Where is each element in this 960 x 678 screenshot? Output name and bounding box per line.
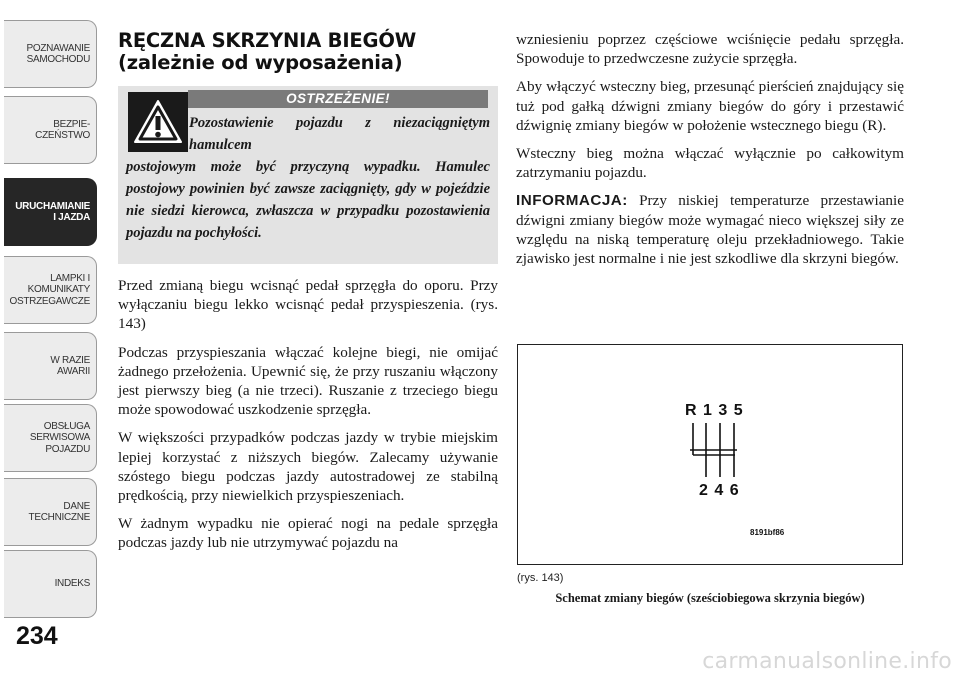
watermark: carmanualsonline.info bbox=[702, 649, 952, 674]
paragraph: Przed zmianą biegu wcisnąć pedał sprzęgła do oporu. Przy wyłączaniu biegu lekko wcisnąć pedał przyspieszenia. (rys. 143) bbox=[118, 277, 498, 333]
warning-text-indented: Pozostawienie pojazdu z niezaciągniętym hamulcem bbox=[189, 115, 490, 153]
warning-triangle-icon bbox=[128, 92, 188, 152]
right-column bbox=[516, 30, 904, 268]
tab-w-razie-awarii[interactable]: W RAZIE AWARII bbox=[4, 332, 97, 400]
left-body bbox=[118, 276, 498, 553]
gear-positions-bottom: 2 4 6 bbox=[699, 482, 740, 499]
page-number: 234 bbox=[16, 622, 58, 650]
heading-line-1: RĘCZNA SKRZYNIA BIEGÓW bbox=[118, 29, 417, 52]
paragraph: W większości przypadków podczas jazdy w trybie miejskim lepiej korzystać z niższych biegów. Zalecamy używanie szóstego biegu podczas jazdy autostradowej ze stabilną prędkością, przy niewielkich przyspieszeniach. bbox=[118, 429, 498, 505]
paragraph: Wsteczny bieg można włączać wyłącznie po całkowitym zatrzymaniu pojazdu. bbox=[516, 145, 904, 182]
warning-title: OSTRZEŻENIE! bbox=[188, 90, 488, 108]
tab-indeks[interactable]: INDEKS bbox=[4, 550, 97, 618]
heading-line-2: (zależnie od wyposażenia) bbox=[118, 51, 403, 74]
gear-shift-diagram bbox=[517, 344, 903, 565]
info-paragraph bbox=[516, 191, 904, 268]
figure-reference: (rys. 143) bbox=[517, 572, 564, 584]
tab-bezpieczenstwo[interactable]: BEZPIE- CZEŃSTWO bbox=[4, 96, 97, 164]
tab-obsluga-serwisowa[interactable]: OBSŁUGA SERWISOWA POJAZDU bbox=[4, 404, 97, 472]
figure-caption: Schemat zmiany biegów (sześciobiegowa skrzynia biegów) bbox=[555, 591, 865, 605]
section-heading bbox=[118, 30, 498, 74]
tab-poznawanie-samochodu[interactable]: POZNAWANIE SAMOCHODU bbox=[4, 20, 97, 88]
tab-dane-techniczne[interactable]: DANE TECHNICZNE bbox=[4, 478, 97, 546]
tab-lampki-i-komunikaty[interactable]: LAMPKI I KOMUNIKATY OSTRZEGAWCZE bbox=[4, 256, 97, 324]
tab-uruchamianie-i-jazda[interactable]: URUCHAMIANIE I JAZDA bbox=[4, 178, 97, 246]
paragraph: W żadnym wypadku nie opierać nogi na pedale sprzęgła podczas jazdy lub nie utrzymywać pojazdu na bbox=[118, 515, 498, 552]
paragraph: Aby włączyć wsteczny bieg, przesunąć pierścień znajdujący się tuż pod gałką dźwigni zmiany biegów do góry i przestawić dźwignię zmiany biegów w położenie wstecznego biegu (R). bbox=[516, 78, 904, 134]
warning-text-rest: postojowym może być przyczyną wypadku. Hamulec postojowy powinien być zawsze zaciągnięty, gdy w pojeździe nie siedzi kierowca, zwłaszcza w przypadku pozostawienia pojazdu na pochyłości. bbox=[126, 159, 490, 241]
gear-shift-pattern bbox=[690, 423, 737, 477]
paragraph: wzniesieniu poprzez częściowe wciśnięcie pedału sprzęgła. Spowoduje to przedwczesne zużycie sprzęgła. bbox=[516, 31, 904, 68]
paragraph: Podczas przyspieszania włączać kolejne biegi, nie omijać żadnego przełożenia. Upewnić się, że przy ruszaniu włączony jest pierwszy bieg (a nie trzeci). Ruszanie z trzeciego biegu może spowodować uszkodzenie sprzęgła. bbox=[118, 343, 498, 419]
left-column bbox=[118, 30, 498, 553]
info-label: INFORMACJA: bbox=[516, 192, 628, 210]
warning-box bbox=[118, 86, 498, 264]
gear-positions-top: R 1 3 5 bbox=[685, 402, 744, 419]
figure-code: 8191bf86 bbox=[750, 528, 785, 537]
info-text: Przy niskiej temperaturze przestawianie dźwigni zmiany biegów może wymagać nieco większej siły ze względu na niską temperaturę oleju przekładniowego. Takie zjawisko jest normalne i nie jest szkodliwe dla skrzyni biegów. bbox=[516, 192, 904, 268]
